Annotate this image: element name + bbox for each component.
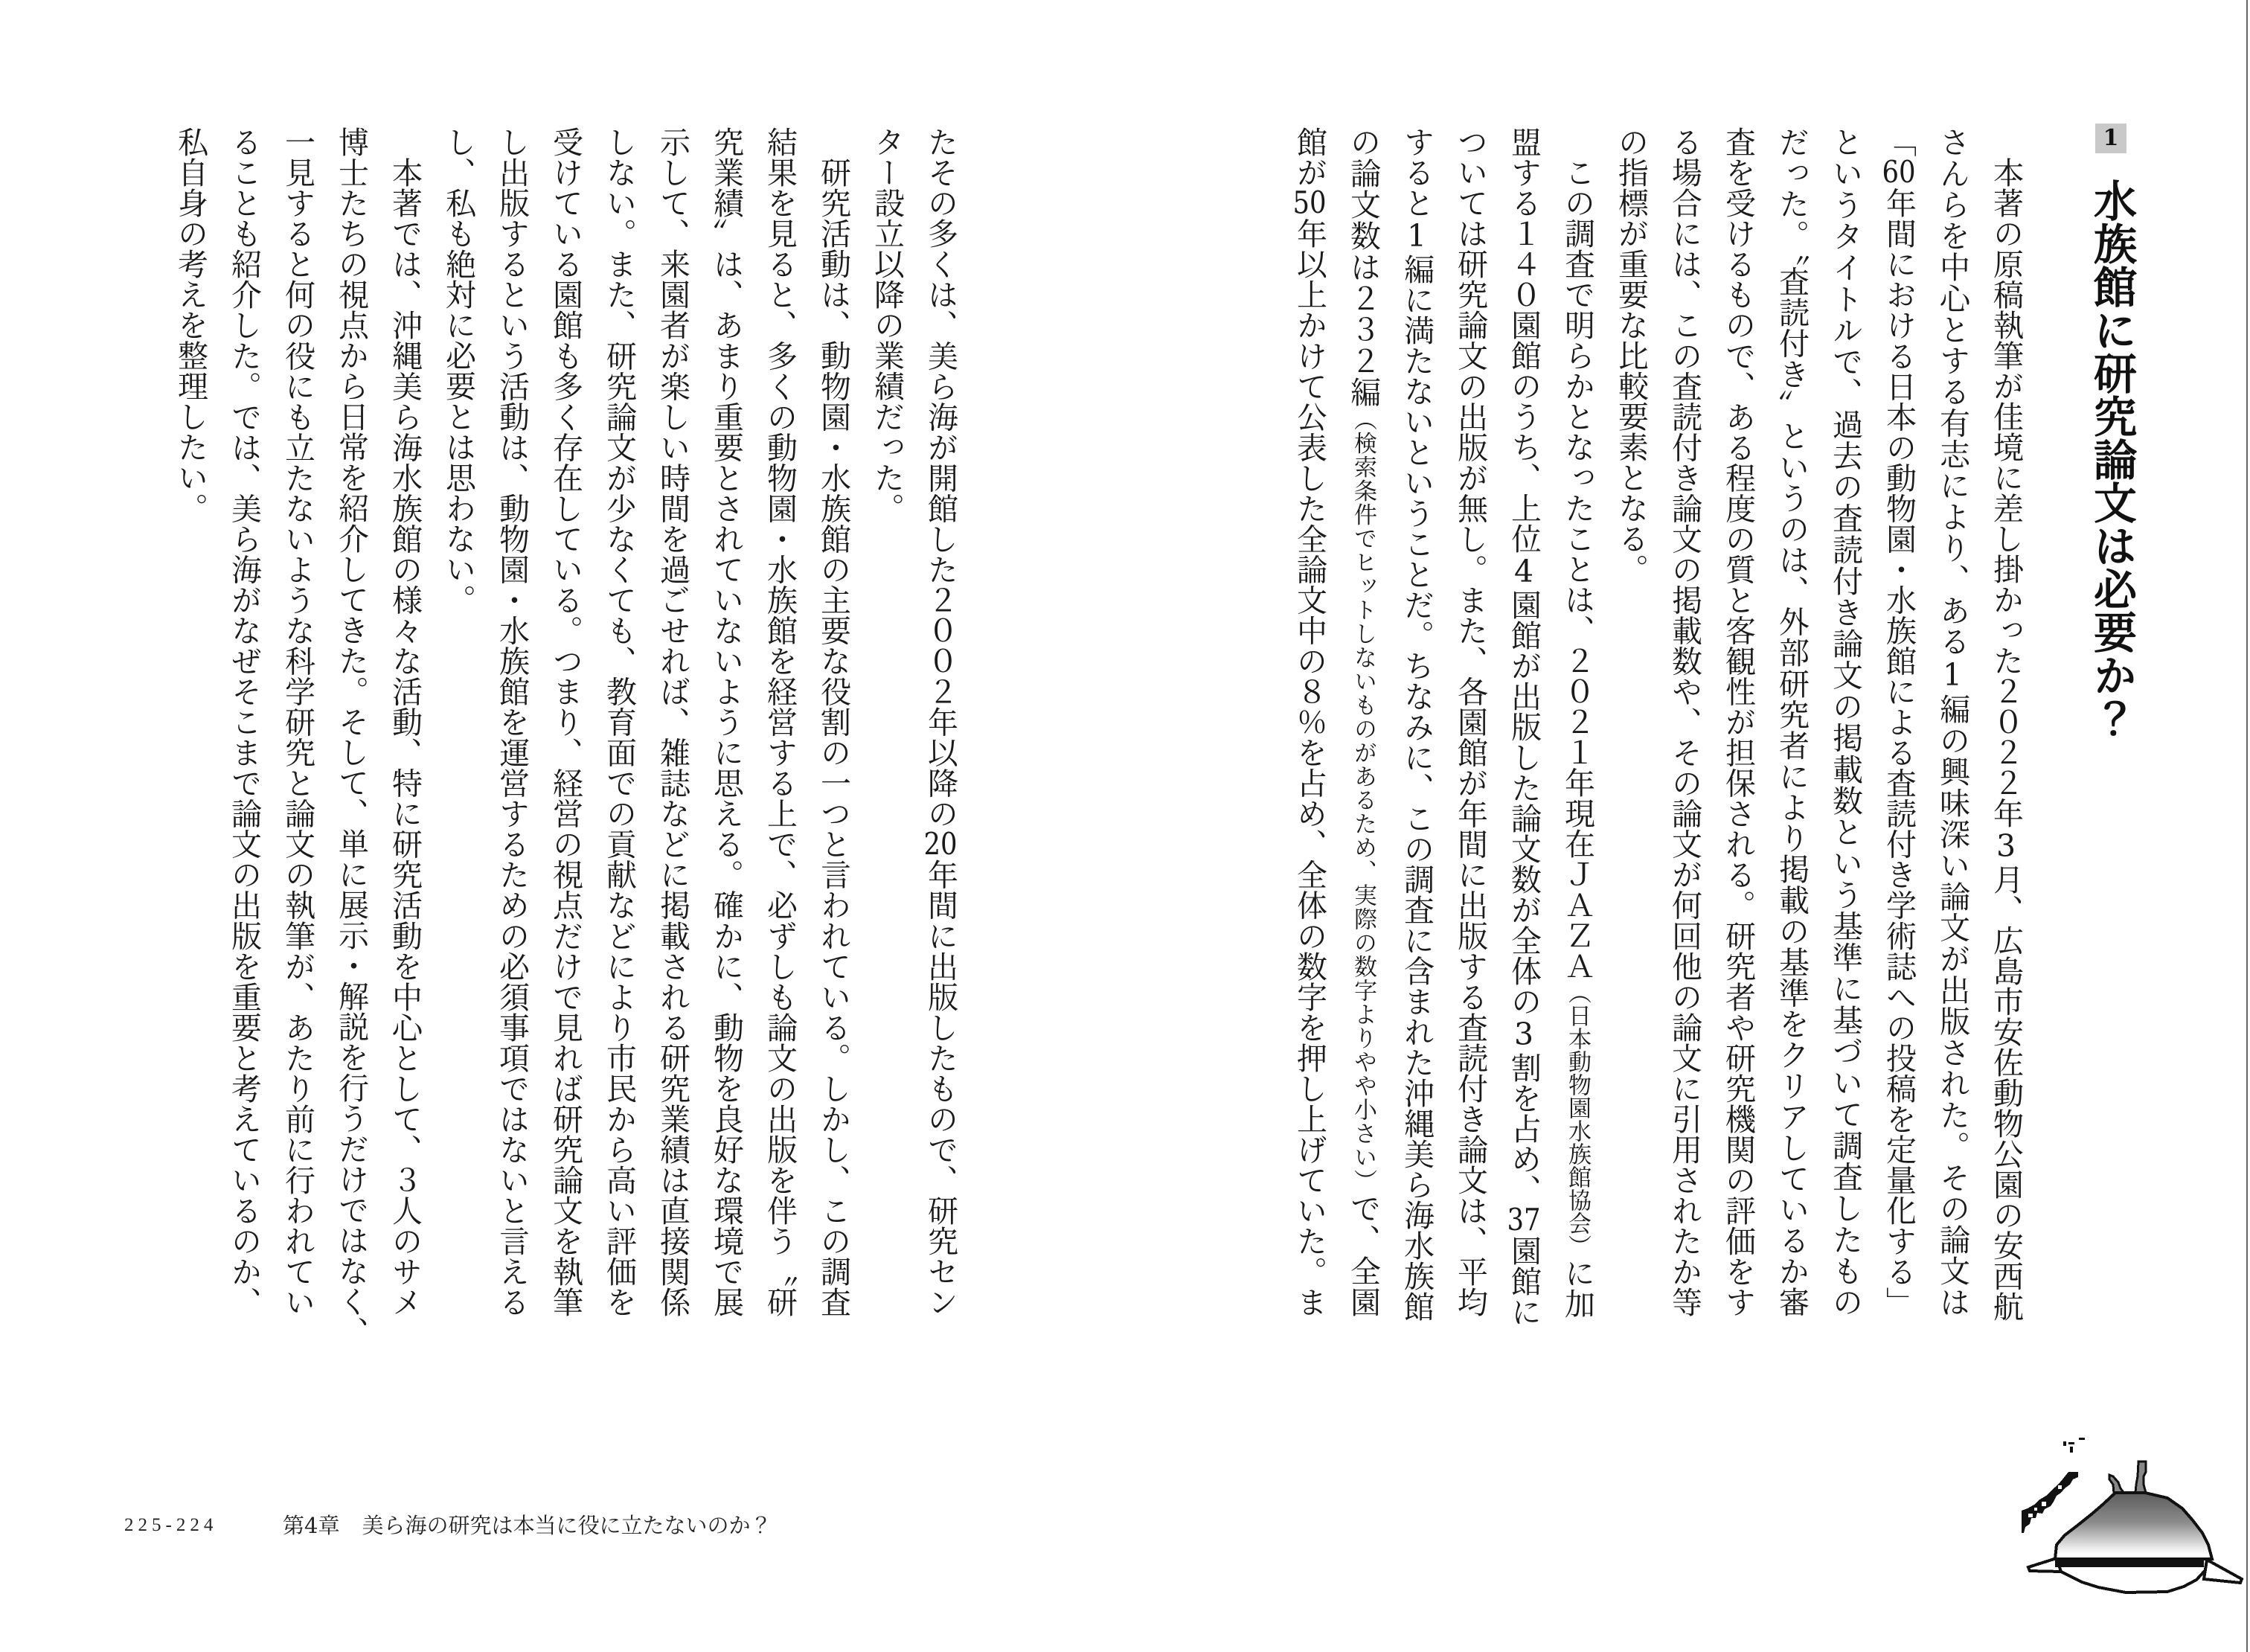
text-run: 本著の原稿執筆が佳境に差し掛かった２０２２年3月、広島市安佐動物公園の安西航: [1988, 157, 2024, 1322]
text-line: [1497, 127, 1551, 1327]
right-page: [1125, 0, 2250, 1652]
text-run: さんらを中心とする有志により、ある1編の興味深い論文が出版された。その論文は: [1935, 127, 1970, 1317]
text-line: [914, 127, 967, 1317]
text-run: ることも紹介した。では、美ら海がなぜそこまで論文の出版を重要と考えているのか、: [226, 127, 262, 1317]
section-number-badge: 1: [2095, 124, 2126, 153]
text-run: 結果を見ると、多くの動物園・水族館を経営する上で、必ずしも論文の出版を伴う〝研: [762, 127, 798, 1317]
text-run: 私自身の考えを整理したい。: [173, 127, 208, 523]
tate-chu-yoko-number: 20: [923, 828, 958, 859]
text-run: すると1編に満たないということだ。ちなみに、この調査に含まれた沖縄美ら海水族館: [1399, 127, 1435, 1322]
text-run: たその多くは、美ら海が開館した２００２年以降の: [923, 127, 958, 829]
text-run: の論文数は２３２編: [1345, 127, 1381, 408]
whale-shark-pixel-icon: [2009, 1414, 2250, 1607]
text-run: し、私も絶対に必要とは思わない。: [440, 127, 476, 615]
text-line: [1711, 127, 1765, 1317]
text-run: この調査で明らかとなったことは、２０２１年現在ＪＡＺＡ: [1560, 157, 1595, 981]
left-page-body: [164, 127, 967, 1347]
text-line: [699, 127, 753, 1317]
text-line: [432, 127, 485, 1317]
section-title: 水族館に研究論文は必要か？: [2086, 179, 2137, 740]
paragraph: [1604, 127, 2033, 1322]
text-run: 示して、来園者が楽しい時間を過ごせれば、雑誌などに掲載される研究業績は直接関係: [655, 127, 690, 1318]
text-run: 一見すると何の役にも立たないような科学研究と論文の執筆が、あたり前に行われてい: [280, 127, 315, 1318]
text-run: 年間に出版したもので、研究セン: [923, 859, 958, 1317]
text-run: る場合には、この査読付き論文の掲載数や、その論文が何回他の論文に引用されたか等: [1667, 127, 1702, 1317]
text-run: 園館に: [1506, 1235, 1542, 1327]
paragraph: [164, 127, 432, 1347]
parenthetical-note: （日本動物園水族館協会）: [1564, 981, 1591, 1258]
text-run: で、全園: [1345, 1193, 1381, 1318]
text-line: [539, 127, 592, 1317]
tate-chu-yoko-number: 37: [1507, 1205, 1541, 1235]
text-line: [1872, 127, 1926, 1317]
whale-shark-body-icon: [2028, 1461, 2242, 1592]
right-page-body: [1283, 127, 2033, 1327]
text-run: というタイトルで、過去の査読付き論文の掲載数という基準に基づいて調査したもの: [1827, 127, 1863, 1317]
text-line: [860, 127, 914, 1317]
page-edge-line: [2246, 0, 2248, 1652]
text-run: し出版するという活動は、動物園・水族館を運営するための必須事項ではないと言える: [494, 127, 530, 1317]
text-line: [592, 127, 646, 1317]
text-line: [1283, 127, 1336, 1317]
okinawa-island-icon: [2022, 1438, 2085, 1533]
text-line: [271, 127, 324, 1317]
text-run: しない。また、研究論文が少なくても、教育面での貢献などにより市民から高い評価を: [601, 127, 637, 1318]
text-line: [1551, 127, 1604, 1317]
text-line: [164, 127, 217, 1317]
running-header-chapter: [283, 1511, 772, 1540]
tate-chu-yoko-number: 50: [1292, 188, 1327, 219]
text-run: の指標が重要な比較要素となる。: [1613, 127, 1649, 584]
text-run: だった。〝査読付き〟というのは、外部研究者により掲載の基準をクリアしているか審: [1774, 127, 1810, 1317]
text-line: [1336, 127, 1390, 1317]
text-line: [324, 127, 378, 1347]
text-run: 研究活動は、動物園・水族館の主要な役割の一つと言われている。しかし、この調査: [815, 157, 851, 1317]
text-run: 年以上かけて公表した全論文中の８％を占め、全体の数字を押し上げていた。ま: [1292, 218, 1327, 1317]
text-line: [1926, 127, 1979, 1317]
chapter-title: 美ら海の研究は本当に役に立たないのか？: [362, 1513, 772, 1538]
chapter-label: 第4章: [283, 1513, 340, 1538]
text-run: 「: [1881, 127, 1917, 158]
text-line: [646, 127, 699, 1317]
text-line: [1443, 127, 1497, 1317]
text-run: 本著では、沖縄美ら海水族館の様々な活動、特に研究活動を中心として、３人のサメ: [387, 157, 423, 1317]
text-run: 査を受けるもので、ある程度の質と客観性が担保される。研究者や研究機関の評価をす: [1720, 127, 1756, 1318]
text-line: [1658, 127, 1711, 1317]
page-numbers: 225-224: [124, 1515, 218, 1535]
text-line: [1979, 127, 2033, 1322]
text-line: [1818, 127, 1872, 1317]
text-run: に加: [1560, 1258, 1595, 1319]
paragraph: [1283, 127, 1604, 1327]
text-line: [378, 127, 432, 1317]
tate-chu-yoko-number: 60: [1882, 157, 1916, 188]
text-run: ついては研究論文の出版が無し。また、各園館が年間に出版する査読付き論文は、平均: [1452, 127, 1488, 1317]
text-run: 館が: [1292, 127, 1327, 188]
text-line: [1390, 127, 1443, 1322]
paragraph-continued: [860, 127, 967, 1317]
text-run: ター設立以降の業績だった。: [869, 127, 905, 523]
text-run: 盟する１４０園館のうち、上位4園館が出版した論文数が全体の3割を占め、: [1506, 127, 1542, 1205]
text-run: 年間における日本の動物園・水族館による査読付き学術誌への投稿を定量化する」: [1881, 188, 1917, 1317]
text-line: [753, 127, 807, 1317]
paragraph: [432, 127, 860, 1317]
text-run: 究業績〟は、あまり重要とされていないように思える。確かに、動物を良好な環境で展: [708, 127, 744, 1317]
text-line: [485, 127, 539, 1317]
parenthetical-note: （検索条件でヒットしないものがあるため、実際の数字よりやや小さい）: [1350, 407, 1376, 1194]
text-line: [1765, 127, 1818, 1317]
text-run: 受けている園館も多く存在している。つまり、経営の視点だけで見れば研究論文を執筆: [548, 127, 583, 1317]
text-line: [807, 127, 860, 1317]
text-line: [217, 127, 271, 1317]
text-line: [1604, 127, 1658, 1317]
text-run: 博士たちの視点から日常を紹介してきた。そして、単に展示・解説を行うだけではなく、: [333, 127, 369, 1347]
